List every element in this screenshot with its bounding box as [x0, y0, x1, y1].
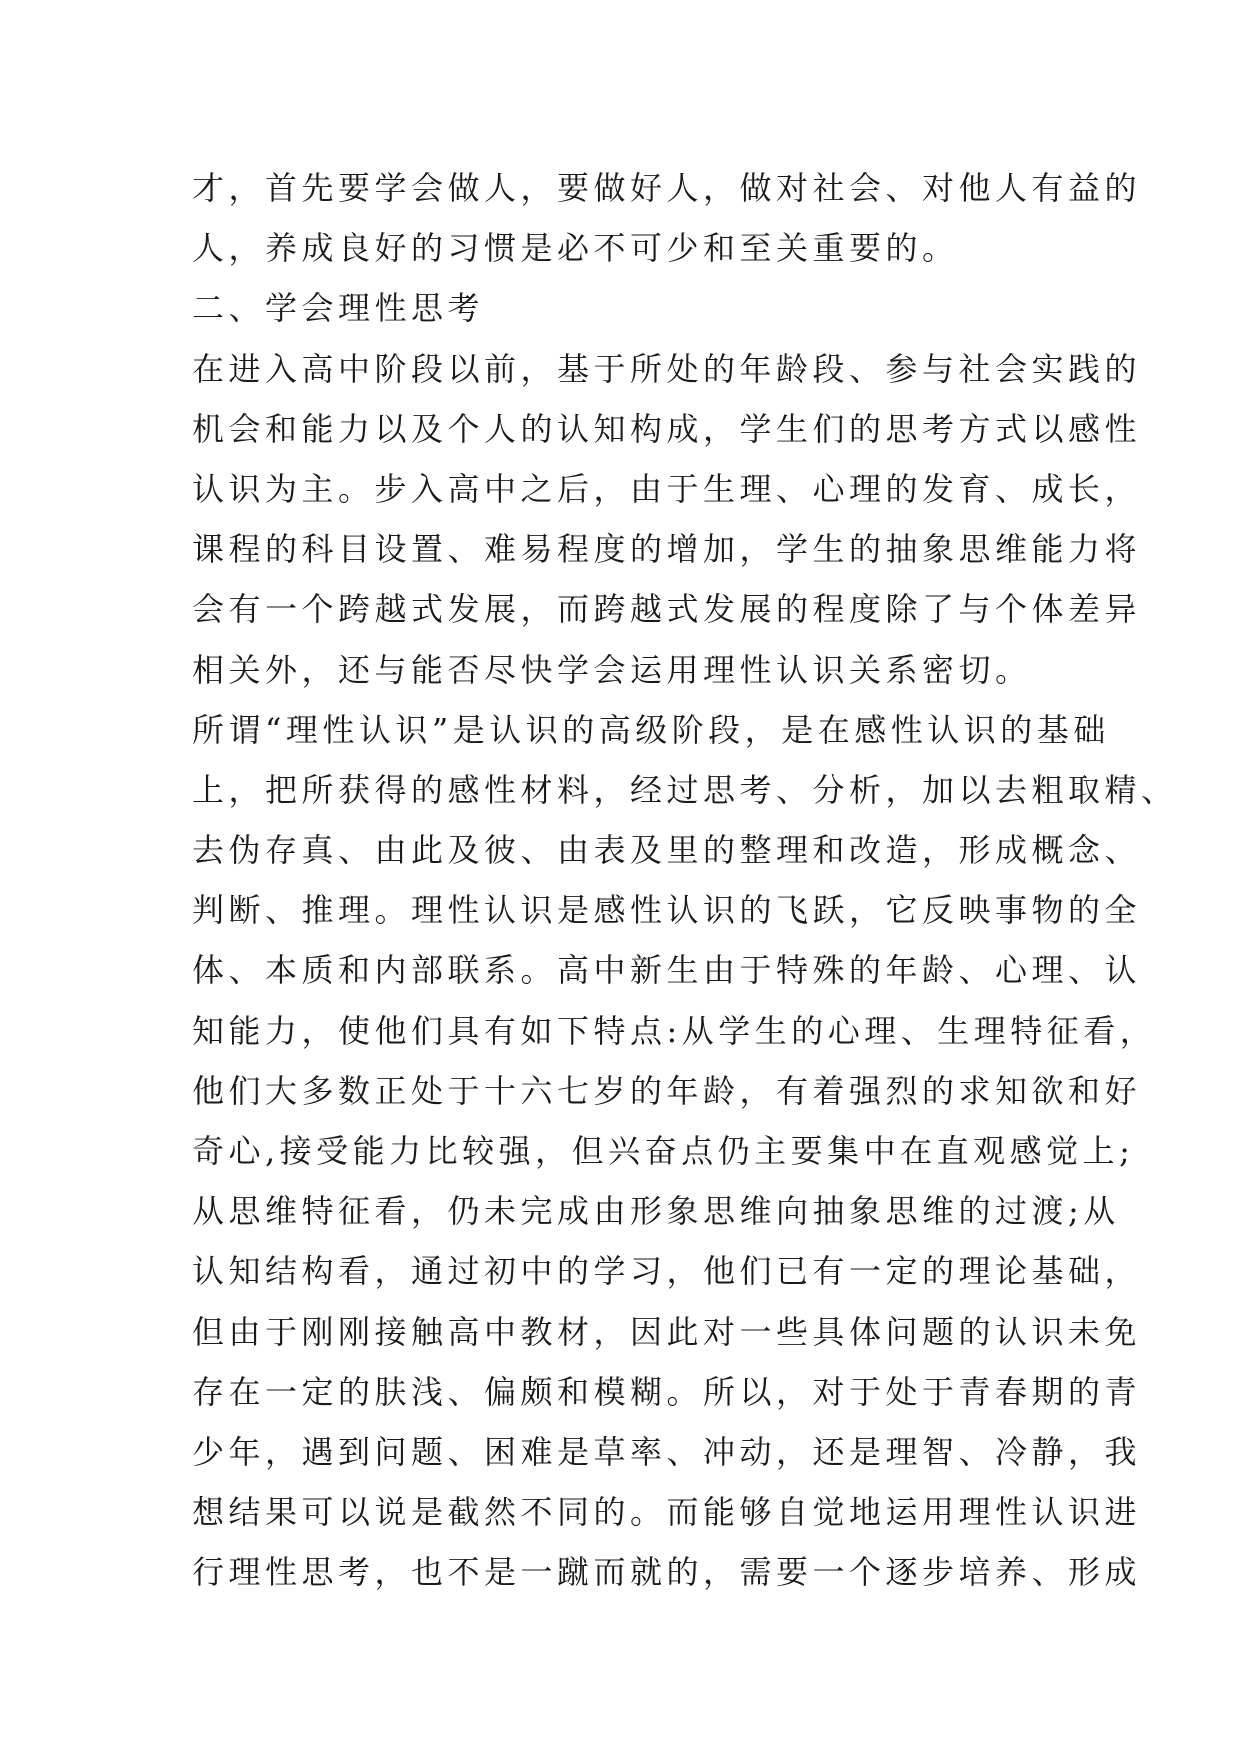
text-line: 认识为主。步入高中之后，由于生理、心理的发育、成长， — [192, 469, 1142, 508]
text-line: 机会和能力以及个人的认知构成，学生们的思考方式以感性 — [192, 409, 1142, 448]
text-line: 上，把所获得的感性材料，经过思考、分析，加以去粗取精、 — [192, 770, 1178, 809]
text-line: 人，养成良好的习惯是必不可少和至关重要的。 — [192, 229, 959, 268]
text-line: 认知结构看，通过初中的学习，他们已有一定的理论基础， — [192, 1252, 1142, 1291]
text-line: 判断、推理。理性认识是感性认识的飞跃，它反映事物的全 — [192, 891, 1142, 930]
body-text — [192, 158, 1178, 1603]
text-line: 会有一个跨越式发展，而跨越式发展的程度除了与个体差异 — [192, 590, 1142, 629]
text-line: 想结果可以说是截然不同的。而能够自觉地运用理性认识进 — [192, 1493, 1142, 1532]
text-line: 从思维特征看，仍未完成由形象思维向抽象思维的过渡;从 — [192, 1192, 1120, 1231]
text-line: 去伪存真、由此及彼、由表及里的整理和改造，形成概念、 — [192, 831, 1142, 870]
text-line: 奇心,接受能力比较强，但兴奋点仍主要集中在直观感觉上; — [192, 1132, 1135, 1170]
text-line: 课程的科目设置、难易程度的增加，学生的抽象思维能力将 — [192, 530, 1142, 569]
text-line: 行理性思考，也不是一蹴而就的，需要一个逐步培养、形成 — [192, 1553, 1142, 1592]
text-line: 在进入高中阶段以前，基于所处的年龄段、参与社会实践的 — [192, 349, 1142, 388]
text-line: 他们大多数正处于十六七岁的年龄，有着强烈的求知欲和好 — [192, 1071, 1142, 1110]
text-line: 知能力，使他们具有如下特点:从学生的心理、生理特征看， — [192, 1011, 1157, 1050]
section-heading: 二、学会理性思考 — [192, 289, 485, 328]
text-line: 体、本质和内部联系。高中新生由于特殊的年龄、心理、认 — [192, 951, 1142, 990]
text-line: 才，首先要学会做人，要做好人，做对社会、对他人有益的 — [192, 169, 1142, 207]
text-line: 相关外，还与能否尽快学会运用理性认识关系密切。 — [192, 650, 1032, 689]
text-line: 存在一定的肤浅、偏颇和模糊。所以，对于处于青春期的青 — [192, 1372, 1142, 1411]
text-line: 少年，遇到问题、困难是草率、冲动，还是理智、冷静，我 — [192, 1432, 1142, 1471]
text-line: 但由于刚刚接触高中教材，因此对一些具体问题的认识未免 — [192, 1312, 1142, 1351]
text-line: 所谓“理性认识”是认识的高级阶段，是在感性认识的基础 — [192, 710, 1110, 749]
